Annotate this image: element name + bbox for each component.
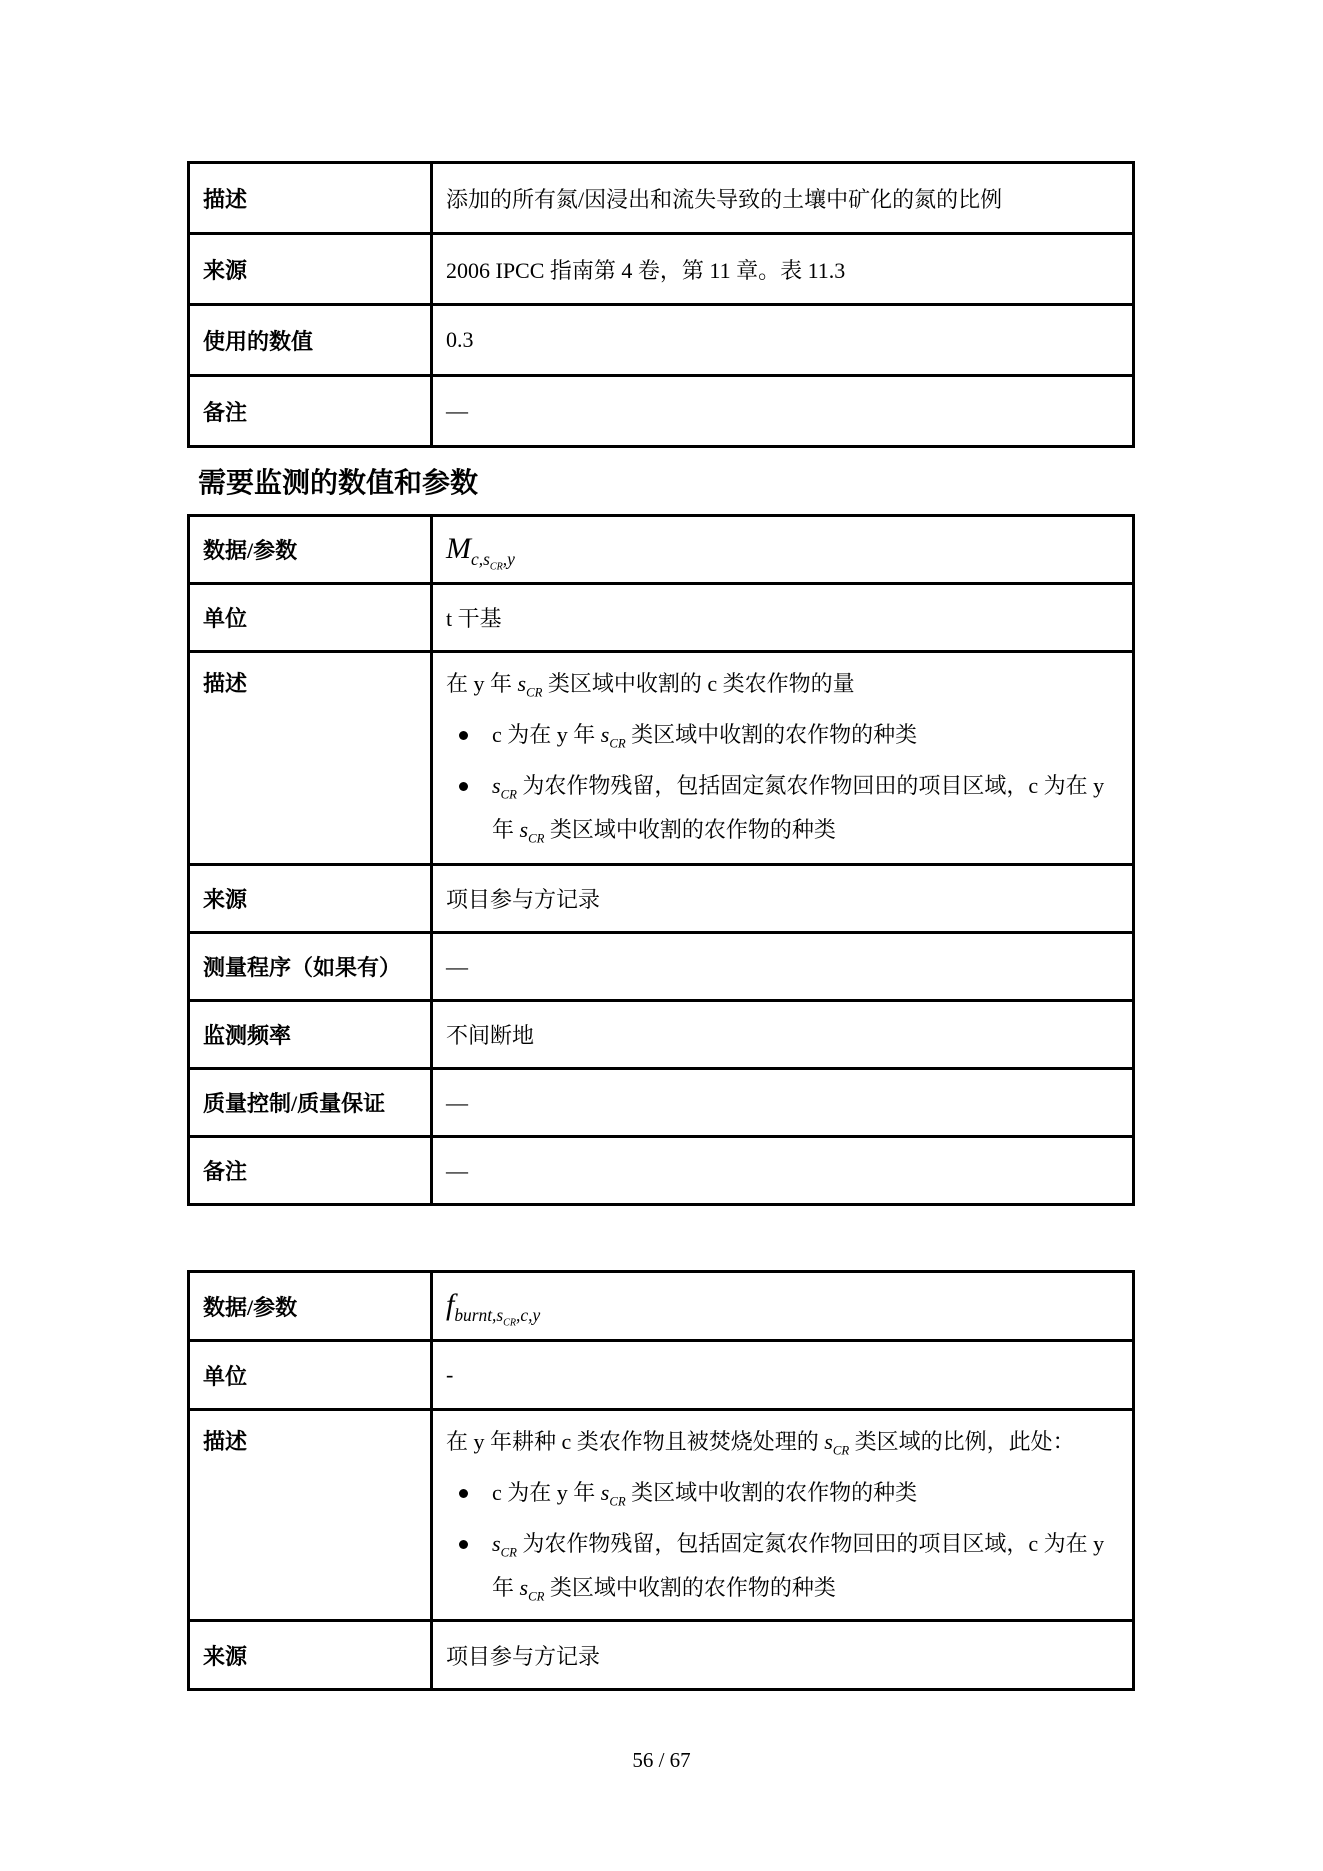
monitored-parameter-table-1 (187, 514, 1135, 1206)
row-value: — (432, 376, 1134, 447)
row-value: t 干基 (432, 584, 1134, 652)
section-heading: 需要监测的数值和参数 (198, 468, 479, 499)
table-row (189, 1621, 1134, 1690)
table-row (189, 933, 1134, 1001)
row-label: 测量程序（如果有） (189, 933, 432, 1001)
row-label: 备注 (189, 1137, 432, 1205)
row-value: 添加的所有氮/因浸出和流失导致的土壤中矿化的氮的比例 (432, 163, 1134, 234)
row-value (432, 652, 1134, 865)
row-label: 单位 (189, 1341, 432, 1410)
row-value: 项目参与方记录 (432, 865, 1134, 933)
row-label: 单位 (189, 584, 432, 652)
bullet-item: $s_{CR}$ 为农作物残留，包括固定氮农作物回田的项目区域，c 为在 y 年 $s_{CR}$ 类区域中收割的农作物的种类 (446, 764, 1119, 852)
row-label: 来源 (189, 865, 432, 933)
description-intro: 在 y 年 $s_{CR}$ 类区域中收割的 c 类农作物的量 (446, 671, 855, 700)
row-label: 描述 (189, 1410, 432, 1621)
row-value: — (432, 933, 1134, 1001)
row-value: 不间断地 (432, 1001, 1134, 1069)
row-value (432, 1410, 1134, 1621)
description-intro: 在 y 年耕种 c 类农作物且被焚烧处理的 $s_{CR}$ 类区域的比例，此处： (446, 1429, 1075, 1458)
row-label: 描述 (189, 163, 432, 234)
page-number: 56 / 67 (632, 1748, 691, 1772)
row-value: 2006 IPCC 指南第 4 卷，第 11 章。表 11.3 (432, 234, 1134, 305)
table-row (189, 1410, 1134, 1621)
row-label: 数据/参数 (189, 516, 432, 584)
table-row (189, 584, 1134, 652)
constant-parameter-table (187, 161, 1135, 448)
row-label: 来源 (189, 1621, 432, 1690)
table-row (189, 865, 1134, 933)
table-row (189, 1001, 1134, 1069)
row-value: — (432, 1137, 1134, 1205)
table-row (189, 1069, 1134, 1137)
parameter-formula: $f_{burnt,s_{CR},c,y}$ (432, 1272, 1134, 1341)
description-bullet-list (446, 1471, 1119, 1610)
row-value: — (432, 1069, 1134, 1137)
row-label: 描述 (189, 652, 432, 865)
row-label: 监测频率 (189, 1001, 432, 1069)
table-row (189, 652, 1134, 865)
bullet-item: c 为在 y 年 $s_{CR}$ 类区域中收割的农作物的种类 (446, 713, 1119, 757)
table-row (189, 305, 1134, 376)
parameter-formula: $M_{c,s_{CR},y}$ (432, 516, 1134, 584)
row-value: 项目参与方记录 (432, 1621, 1134, 1690)
row-label: 质量控制/质量保证 (189, 1069, 432, 1137)
row-value: - (432, 1341, 1134, 1410)
table-row (189, 163, 1134, 234)
description-bullet-list (446, 713, 1119, 852)
table-row (189, 1137, 1134, 1205)
row-value: 0.3 (432, 305, 1134, 376)
table-row (189, 234, 1134, 305)
row-label: 数据/参数 (189, 1272, 432, 1341)
bullet-item: c 为在 y 年 $s_{CR}$ 类区域中收割的农作物的种类 (446, 1471, 1119, 1515)
row-label: 来源 (189, 234, 432, 305)
row-label: 使用的数值 (189, 305, 432, 376)
table-row (189, 1341, 1134, 1410)
table-row (189, 516, 1134, 584)
bullet-item: $s_{CR}$ 为农作物残留，包括固定氮农作物回田的项目区域，c 为在 y 年 $s_{CR}$ 类区域中收割的农作物的种类 (446, 1522, 1119, 1610)
row-label: 备注 (189, 376, 432, 447)
monitored-parameter-table-2 (187, 1270, 1135, 1691)
table-row (189, 376, 1134, 447)
table-row (189, 1272, 1134, 1341)
